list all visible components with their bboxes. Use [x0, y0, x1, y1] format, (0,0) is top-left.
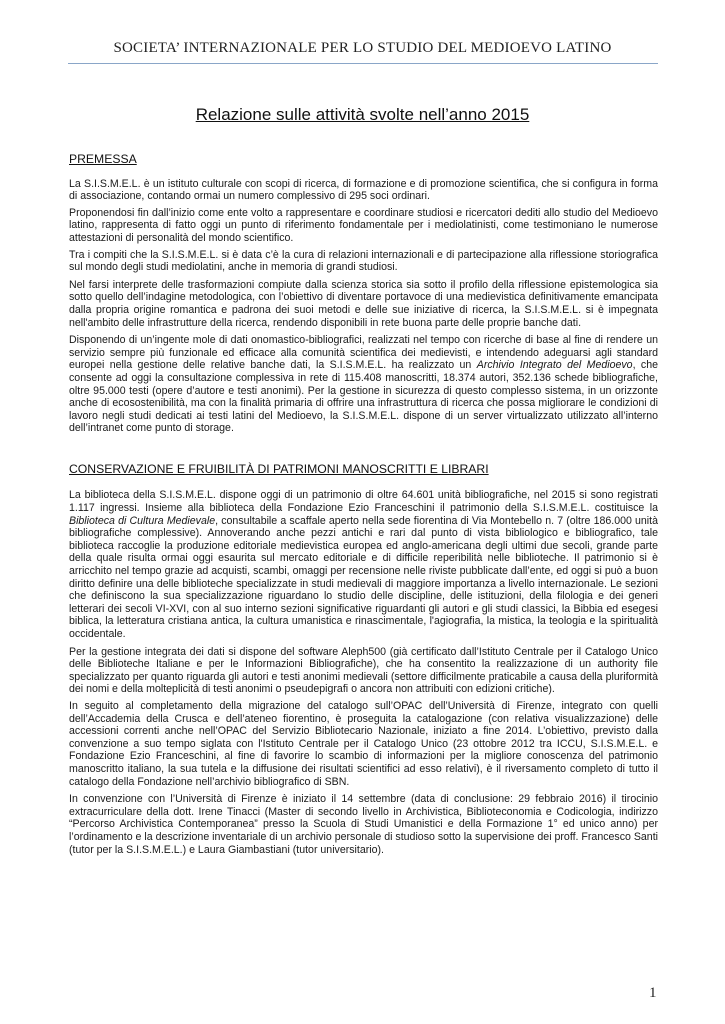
paragraph — [69, 334, 658, 435]
section-premessa — [69, 153, 658, 435]
paragraph: Proponendosi fin dall’inizio come ente volto a rappresentare e coordinare studiosi e ricercatori dediti allo studio del Medioevo latino, rappresenta di fatto oggi un punto di riferimento fondamentale per i mediolatinisti, come testimoniano le numerose attestazioni di personalità del mondo scientifico. — [69, 206, 658, 244]
italic-title: Archivio Integrato del Medioevo — [476, 359, 633, 372]
paragraph: In seguito al completamento della migrazione del catalogo sull’OPAC dell’Università di Firenze, integrato con quelli dell’Accademia della Crusca e dell’ateneo fiorentino, è proseguita la catalogazione (con relativa visualizzazione) delle accessioni correnti anche nell’OPAC del Servizio Bibliotecario Nazionale, iniziato a fine 2014. L’obiettivo, previsto dalla convenzione a suo tempo siglata con l'Istituto Centrale per il Catalogo Unico (23 ottobre 2012 tra ICCU, S.I.S.M.E.L. e Fondazione Ezio Franceschini, al fine di favorire lo scambio di informazioni per la migliore conoscenza del patrimonio manoscritto italiano, la sua tutela e la diffusione dei risultati scientifici ad esso relativi), è il riversamento completo di tutto il catalogo della Fondazione nell’archivio bibliografico di SBN. — [69, 699, 658, 788]
text-run: , che consente ad oggi la consultazione complessiva in rete di 115.408 manoscritti, 18.374 autori, 352.136 schede bibliografiche, oltre 95.000 testi (opere d’autore e testi anonimi). Per la gestione in sicurezza di questo complesso sistema, in un orizzonte anche di ecosostenibilità, ma con la finalità primaria di offrire una infrastruttura di ricerca che possa migliorare le condizioni di lavoro negli studi dedicati ai testi latini del Medioevo, la S.I.S.M.E.L. dispone di un server virtualizzato utilizzato all’interno dell’intranet come punto di storage. — [69, 359, 659, 435]
page-number: 1 — [649, 985, 657, 1001]
text-run: Disponendo di un’ingente mole di dati onomastico-bibliografici, realizzati nel tempo con ricerche di base al fine di rendere un servizio sempre più funzionale ed efficace alla comunità scientifica dei medievisti, e intendendo adeguarsi agli standard europei nella gestione delle relative banche dati, la S.I.S.M.E.L. ha realizzato un — [69, 334, 658, 372]
document-title: Relazione sulle attività svolte nell’anno 2015 — [195, 105, 530, 124]
section-conservazione — [69, 463, 658, 856]
section-heading-conservazione: CONSERVAZIONE E FRUIBILITÀ DI PATRIMONI MANOSCRITTI E LIBRARI — [69, 461, 489, 476]
paragraph: Per la gestione integrata dei dati si dispone del software Aleph500 (già certificato dall’Istituto Centrale per il Catalogo Unico delle Biblioteche Italiane e per le Informazioni Bibliografiche), che ha consentito la realizzazione di un authority file specializzato per quanto riguarda gli autori e testi anonimi medievali (settore difficilmente praticabile a causa della pluriformità dei nomi e della molteplicità di testi anonimi o pseudepigrafi o ancora non attribuiti con edizioni critiche). — [69, 645, 658, 696]
italic-title: Biblioteca di Cultura Medievale — [69, 514, 216, 527]
paragraph — [69, 489, 658, 640]
header-rule — [68, 63, 658, 64]
paragraph: In convenzione con l’Università di Firenze è iniziato il 14 settembre (data di conclusione: 29 febbraio 2016) il tirocinio extracurriculare della dott. Irene Tinacci (Master di secondo livello in Archivistica, Biblioteconomia e Codicologia, indirizzo “Percorso Archivistica Contemporanea” presso la Scuola di Studi Umanistici e della Formazione 1° ed unico anno) per l’ordinamento e la descrizione inventariale di un archivio personale di studioso sotto la supervisione dei proff. Francesco Santi (tutor per la S.I.S.M.E.L.) e Laura Giambastiani (tutor universitario). — [69, 793, 658, 856]
running-header: SOCIETA’ INTERNAZIONALE PER LO STUDIO DEL MEDIOEVO LATINO — [113, 40, 612, 56]
document-body — [69, 153, 658, 861]
text-run: , consultabile a scaffale aperto nella sede fiorentina di Via Montebello n. 7 (oltre 186.000 unità bibliografiche complessive). Annoverando anche pezzi antichi e rari dal punto di vista bibliologico e bibliografico, tale biblioteca raccoglie la produzione editoriale medievistica europea ed anglo-americana degli ultimi due secoli, grande parte della quale risulta ormai oggi esaurita sul mercato editoriale e di difficile reperibilità nelle biblioteche. Il patrimonio si è arricchito nel tempo grazie ad acquisti, scambi, omaggi per recensione nelle riviste pubblicate dall’ente, ed oggi si può a buon diritto definire una delle biblioteche specializzate in studi medievali di maggiore importanza a livello internazionale. Le sezioni che definiscono la sua specializzazione riguardano lo studio delle discipline, delle istituzioni, della filologia e dei generi letterari dei secoli VI-XVI, con al suo interno sezioni significative riguardanti gli autori e gli studi classici, la Bibbia ed esegesi biblica, la letteratura cristiana antica, la cultura umanistica e rinascimentale, l'agiografia, la mistica, la teologia e la spiritualità occidentale. — [69, 514, 659, 640]
section-heading-premessa: PREMESSA — [69, 152, 137, 166]
paragraph: Nel farsi interprete delle trasformazioni compiute dalla scienza storica sia sotto il profilo della riflessione epistemologica sia sotto quello dell’indagine metodologica, con l’obiettivo di diventare portavoce di una medievistica definitivamente emancipata dalla propria origine romantica e padrona dei suoi metodi e delle sue iniziative di ricerca, la S.I.S.M.E.L. si è impegnata nell'ambito delle infrastrutture della ricerca, rendendo disponibili in rete buona parte delle proprie banche dati. — [69, 278, 658, 329]
paragraph: Tra i compiti che la S.I.S.M.E.L. si è data c’è la cura di relazioni internazionali e di partecipazione alla riflessione storiografica sul mondo degli studi mediolatini, anche in memoria di grandi studiosi. — [69, 248, 658, 274]
text-run: La biblioteca della S.I.S.M.E.L. dispone oggi di un patrimonio di oltre 64.601 unità bibliografiche, nel 2015 si sono registrati 1.117 ingressi. Insieme alla biblioteca della Fondazione Ezio Franceschini il patrimonio della S.I.S.M.E.L. costituisce la — [69, 489, 658, 515]
paragraph: La S.I.S.M.E.L. è un istituto culturale con scopi di ricerca, di formazione e di promozione scientifica, che si configura in forma di associazione, contando ormai un numero complessivo di 295 soci ordinari. — [69, 177, 658, 203]
